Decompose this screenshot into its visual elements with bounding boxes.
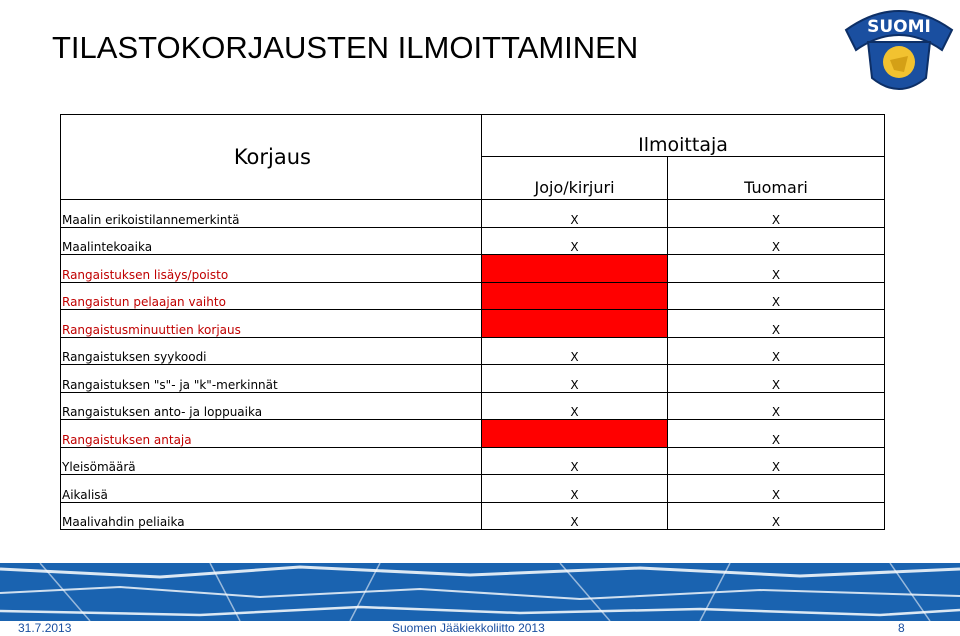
table-row — [61, 337, 885, 365]
tuomari-cell: X — [668, 200, 885, 228]
footer-band — [0, 563, 960, 621]
table-row — [61, 200, 885, 228]
table-row — [61, 227, 885, 255]
slide-title: TILASTOKORJAUSTEN ILMOITTAMINEN — [52, 30, 639, 65]
header-korjaus: Korjaus — [61, 115, 482, 200]
jojo-cell-highlighted — [482, 282, 668, 310]
tuomari-cell: X — [668, 502, 885, 530]
row-label: Rangaistun pelaajan vaihto — [61, 282, 482, 310]
jojo-cell: X — [482, 475, 668, 503]
suomi-lion-logo — [838, 0, 960, 100]
tuomari-cell: X — [668, 337, 885, 365]
row-label: Rangaistuksen lisäys/poisto — [61, 255, 482, 283]
corrections-table — [60, 114, 885, 530]
table-row — [61, 365, 885, 393]
table-row — [61, 502, 885, 530]
jojo-cell: X — [482, 200, 668, 228]
tuomari-cell: X — [668, 255, 885, 283]
footer-organization: Suomen Jääkiekkoliitto 2013 — [392, 621, 545, 635]
jojo-cell: X — [482, 392, 668, 420]
table-body — [61, 200, 885, 530]
tuomari-cell: X — [668, 392, 885, 420]
row-label: Aikalisä — [61, 475, 482, 503]
jojo-cell: X — [482, 447, 668, 475]
tuomari-cell: X — [668, 282, 885, 310]
footer-date: 31.7.2013 — [18, 621, 72, 635]
row-label: Maalintekoaika — [61, 227, 482, 255]
row-label: Rangaistuksen "s"- ja "k"-merkinnät — [61, 365, 482, 393]
table-row — [61, 282, 885, 310]
jojo-cell: X — [482, 227, 668, 255]
table-row — [61, 447, 885, 475]
row-label: Rangaistuksen anto- ja loppuaika — [61, 392, 482, 420]
jojo-cell: X — [482, 502, 668, 530]
tuomari-cell: X — [668, 447, 885, 475]
jojo-cell-highlighted — [482, 310, 668, 338]
header-ilmoittaja: Ilmoittaja — [482, 115, 885, 157]
table-row — [61, 255, 885, 283]
footer-ice-texture — [0, 563, 960, 621]
tuomari-cell: X — [668, 420, 885, 448]
row-label: Yleisömäärä — [61, 447, 482, 475]
header-jojo-kirjuri: Jojo/kirjuri — [482, 157, 668, 200]
tuomari-cell: X — [668, 310, 885, 338]
header-tuomari: Tuomari — [668, 157, 885, 200]
jojo-cell: X — [482, 365, 668, 393]
row-label: Rangaistuksen antaja — [61, 420, 482, 448]
logo-text: SUOMI — [867, 17, 931, 37]
row-label: Rangaistusminuuttien korjaus — [61, 310, 482, 338]
row-label: Maalivahdin peliaika — [61, 502, 482, 530]
table-row — [61, 392, 885, 420]
table-row — [61, 310, 885, 338]
tuomari-cell: X — [668, 365, 885, 393]
jojo-cell-highlighted — [482, 420, 668, 448]
footer-page-number: 8 — [898, 621, 905, 635]
row-label: Rangaistuksen syykoodi — [61, 337, 482, 365]
jojo-cell: X — [482, 337, 668, 365]
row-label: Maalin erikoistilannemerkintä — [61, 200, 482, 228]
table-row — [61, 420, 885, 448]
table-row — [61, 475, 885, 503]
tuomari-cell: X — [668, 227, 885, 255]
jojo-cell-highlighted — [482, 255, 668, 283]
tuomari-cell: X — [668, 475, 885, 503]
